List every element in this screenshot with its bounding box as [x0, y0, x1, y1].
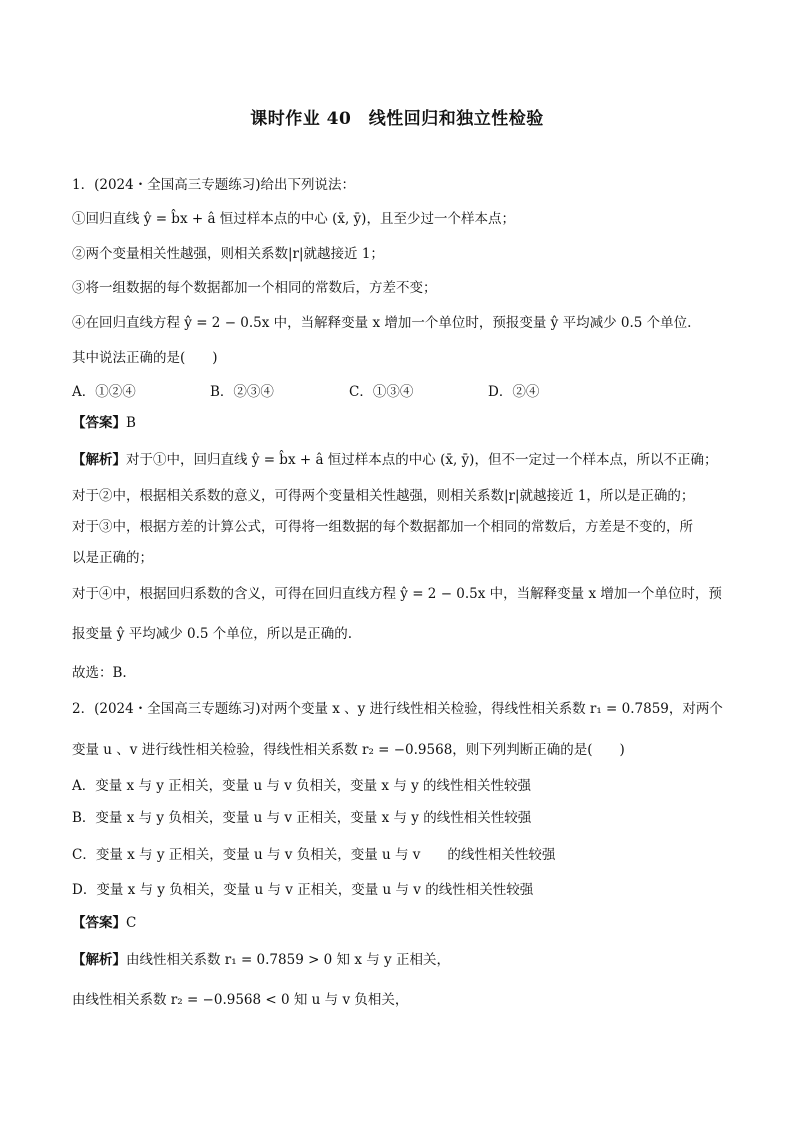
q1-analysis-4: 以是正确的；: [72, 550, 153, 566]
q1-answer: [72, 414, 734, 432]
q2-analysis-1: [72, 951, 734, 969]
q1-statement-1: ①回归直线 ŷ = b̂x + â 恒过样本点的中心 (x̄, ȳ)，且至少过一个样本点；: [72, 211, 515, 227]
q1-option-d: D．②④: [488, 384, 540, 400]
q2-stem-1: 2．(2024・全国高三专题练习)对两个变量 x 、y 进行线性相关检验，得线性相关系数 r₁ = 0.7859，对两个: [72, 701, 723, 717]
q1-options: [72, 383, 539, 401]
q1-analysis-text: 对于①中，回归直线 ŷ = b̂x + â 恒过样本点的中心 (x̄, ȳ)，但不一定过一个样本点，所以不正确；: [126, 452, 718, 468]
q1-conclusion: 故选：B.: [72, 665, 127, 681]
q1-statement-2: ②两个变量相关性越强，则相关系数|r|就越接近 1；: [72, 246, 384, 262]
q1-answer-label: 【答案】: [72, 415, 126, 431]
q2-answer-value: C: [126, 915, 137, 931]
q1-analysis-1: [72, 451, 734, 469]
q1-analysis-5: 对于④中，根据回归系数的含义，可得在回归直线方程 ŷ = 2 − 0.5x 中，当解释变量 x 增加一个单位时，预: [72, 586, 722, 602]
q2-analysis-text: 由线性相关系数 r₁ = 0.7859 > 0 知 x 与 y 正相关，: [126, 952, 450, 968]
q2-analysis-label: 【解析】: [72, 952, 126, 968]
q2-option-b: B．变量 x 与 y 负相关，变量 u 与 v 正相关，变量 x 与 y 的线性相关性较强: [72, 810, 532, 826]
q2-analysis-2: 由线性相关系数 r₂ = −0.9568 < 0 知 u 与 v 负相关，: [72, 992, 409, 1008]
page-title: 课时作业 40 线性回归和独立性检验: [250, 109, 544, 129]
q1-answer-value: B: [126, 415, 136, 431]
q1-question: 其中说法正确的是( ): [72, 350, 218, 366]
q1-option-b: B．②③④: [210, 384, 274, 400]
q1-analysis-3: 对于③中，根据方差的计算公式，可得将一组数据的每个数据都加一个相同的常数后，方差是不变的，所: [72, 519, 693, 535]
q1-analysis-2: 对于②中，根据相关系数的意义，可得两个变量相关性越强，则相关系数|r|就越接近 1，所以是正确的；: [72, 488, 695, 504]
q1-option-c: C．①③④: [349, 384, 414, 400]
q1-statement-4: ④在回归直线方程 ŷ = 2 − 0.5x 中，当解释变量 x 增加一个单位时，预报变量 ŷ 平均减少 0.5 个单位.: [72, 315, 692, 331]
q2-option-d: D．变量 x 与 y 负相关，变量 u 与 v 正相关，变量 u 与 v 的线性相关性较强: [72, 882, 534, 898]
q1-analysis-label: 【解析】: [72, 452, 126, 468]
q2-answer-label: 【答案】: [72, 915, 126, 931]
q2-answer: [72, 914, 734, 932]
q1-statement-3: ③将一组数据的每个数据都加一个相同的常数后，方差不变；: [72, 280, 437, 296]
q1-option-a: A．①②④: [72, 384, 136, 400]
q2-option-c: C．变量 x 与 y 正相关，变量 u 与 v 负相关，变量 u 与 v 的线性相关性较强: [72, 847, 556, 863]
q1-analysis-6: 报变量 ŷ 平均减少 0.5 个单位，所以是正确的.: [72, 626, 353, 642]
q2-stem-2: 变量 u 、v 进行线性相关检验，得线性相关系数 r₂ = −0.9568，则下列判断正确的是( ): [72, 742, 625, 758]
q1-stem: 1．(2024・全国高三专题练习)给出下列说法：: [72, 177, 355, 193]
q2-option-a: A．变量 x 与 y 正相关，变量 u 与 v 负相关，变量 x 与 y 的线性相关性较强: [72, 778, 532, 794]
